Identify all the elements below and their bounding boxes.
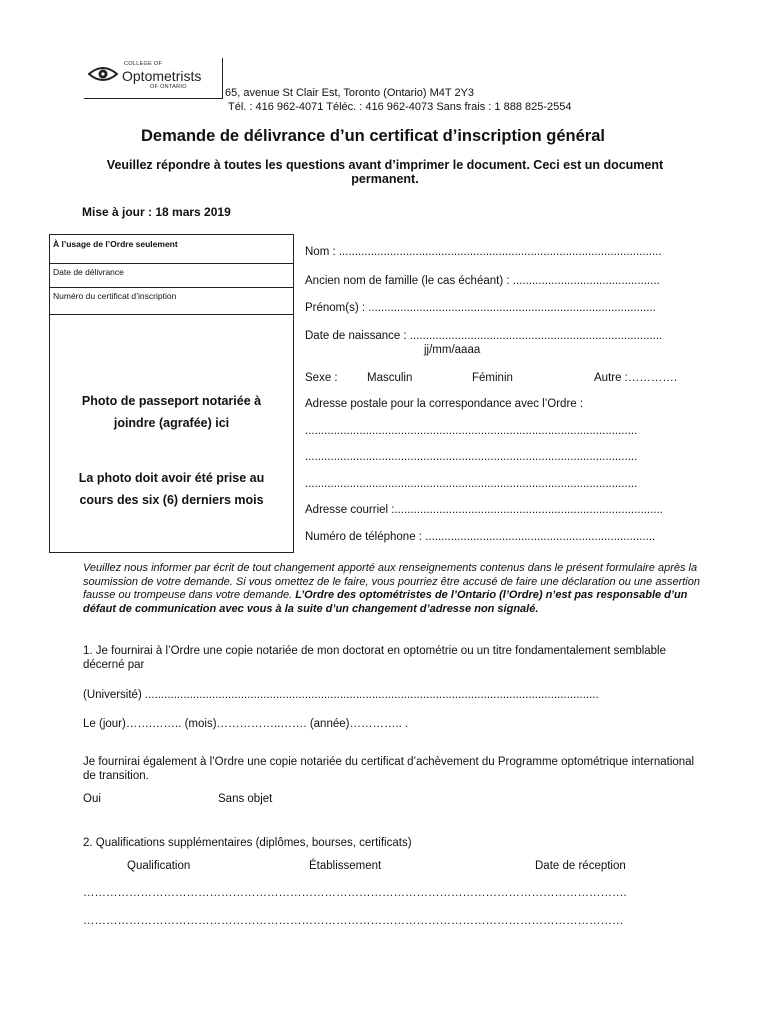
photo-instruction: Photo de passeport notariée à joindre (agrafée) ici bbox=[81, 394, 262, 430]
logo-line3: OF ONTARIO bbox=[150, 84, 187, 90]
postal-address-label: Adresse postale pour la correspondance avec l’Ordre : bbox=[305, 398, 584, 410]
notice-text: Veuillez nous informer par écrit de tout changement apporté aux renseignements contenus dans le présent formulaire après la soumission de votre demande. Si vous omettez de le faire, vous pourriez être accusé de faire une déclaration ou une assertion fausse ou trompeuse dans votre demande. bbox=[83, 562, 700, 601]
change-notice bbox=[83, 562, 703, 616]
address-line2: Tél. : 416 962-4071 Téléc. : 416 962-4073 Sans frais : 1 888 825-2554 bbox=[228, 101, 572, 113]
email-field[interactable]: Adresse courriel :.................................................................................... bbox=[305, 504, 663, 516]
photo-requirement: La photo doit avoir été prise au cours des six (6) derniers mois bbox=[78, 471, 265, 507]
sex-option-other[interactable]: Autre :…………. bbox=[594, 372, 678, 384]
sex-option-female[interactable]: Féminin bbox=[472, 372, 513, 384]
update-date: Mise à jour : 18 mars 2019 bbox=[82, 205, 231, 219]
column-qualification: Qualification bbox=[127, 860, 191, 872]
first-name-field[interactable]: Prénom(s) : .......................................................................................... bbox=[305, 302, 656, 314]
logo-line1: COLLEGE OF bbox=[124, 61, 163, 67]
university-field[interactable]: (Université) .............................................................................................................................................. bbox=[83, 689, 599, 701]
section1-text: 1. Je fournirai à l’Ordre une copie notariée de mon doctorat en optométrie ou un titre fondamentalement semblable décerné par bbox=[83, 645, 667, 671]
phone-field[interactable]: Numéro de téléphone : ........................................................................ bbox=[305, 531, 656, 543]
office-use-box bbox=[49, 234, 294, 553]
office-header: À l’usage de l’Ordre seulement bbox=[53, 239, 178, 249]
postal-address-line3[interactable]: ........................................................................................................ bbox=[305, 478, 638, 490]
certificate-number-row bbox=[50, 287, 293, 315]
section2-heading: 2. Qualifications supplémentaires (diplômes, bourses, certificats) bbox=[83, 837, 412, 849]
birth-date-format: jj/mm/aaaa bbox=[424, 344, 481, 356]
postal-address-line2[interactable]: ........................................................................................................ bbox=[305, 451, 638, 463]
last-name-field[interactable]: Nom : ..................................................................................................... bbox=[305, 246, 662, 258]
sex-option-male[interactable]: Masculin bbox=[367, 372, 413, 384]
option-yes[interactable]: Oui bbox=[83, 793, 101, 805]
column-institution: Établissement bbox=[309, 860, 382, 872]
issue-date-label: Date de délivrance bbox=[53, 267, 124, 277]
sex-label: Sexe : bbox=[305, 372, 338, 384]
office-header-row bbox=[50, 235, 293, 264]
qualification-line[interactable]: ……………………………………………………………………………………………………………………………. bbox=[83, 887, 627, 899]
former-name-field[interactable]: Ancien nom de famille (le cas échéant) : .............................................. bbox=[305, 275, 660, 287]
certificate-number-label: Numéro du certificat d’inscription bbox=[53, 291, 177, 301]
issue-date-row bbox=[50, 263, 293, 288]
college-logo bbox=[84, 58, 223, 99]
birth-date-field[interactable]: Date de naissance : ............................................................................... bbox=[305, 330, 663, 342]
qualification-line[interactable]: …………………………………………………………………………………………………………………………… bbox=[83, 915, 624, 927]
address-line1: 65, avenue St Clair Est, Toronto (Ontario) M4T 2Y3 bbox=[225, 87, 475, 99]
logo-line2: Optometrists bbox=[122, 68, 202, 84]
section1-transition-text: Je fournirai également à l’Ordre une copie notariée du certificat d’achèvement du Programme optométrique international de transition. bbox=[83, 756, 695, 782]
column-received-date: Date de réception bbox=[535, 860, 626, 872]
postal-address-line1[interactable]: ........................................................................................................ bbox=[305, 425, 638, 437]
notice-bold-text: L’Ordre des optométristes de l’Ontario (l’Ordre) n’est pas responsable d’un défaut de communication avec vous à la suite d’un changement d’adresse non signalé. bbox=[83, 589, 688, 615]
eye-logo-icon bbox=[88, 64, 118, 84]
page-subtitle: Veuillez répondre à toutes les questions avant d’imprimer le document. Ceci est un document permanent. bbox=[106, 158, 664, 186]
page-title: Demande de délivrance d’un certificat d’inscription général bbox=[141, 127, 605, 145]
degree-date-field[interactable]: Le (jour)…….…….. (mois)……………..……. (année)………….. . bbox=[83, 718, 409, 730]
option-not-applicable[interactable]: Sans objet bbox=[218, 793, 273, 805]
